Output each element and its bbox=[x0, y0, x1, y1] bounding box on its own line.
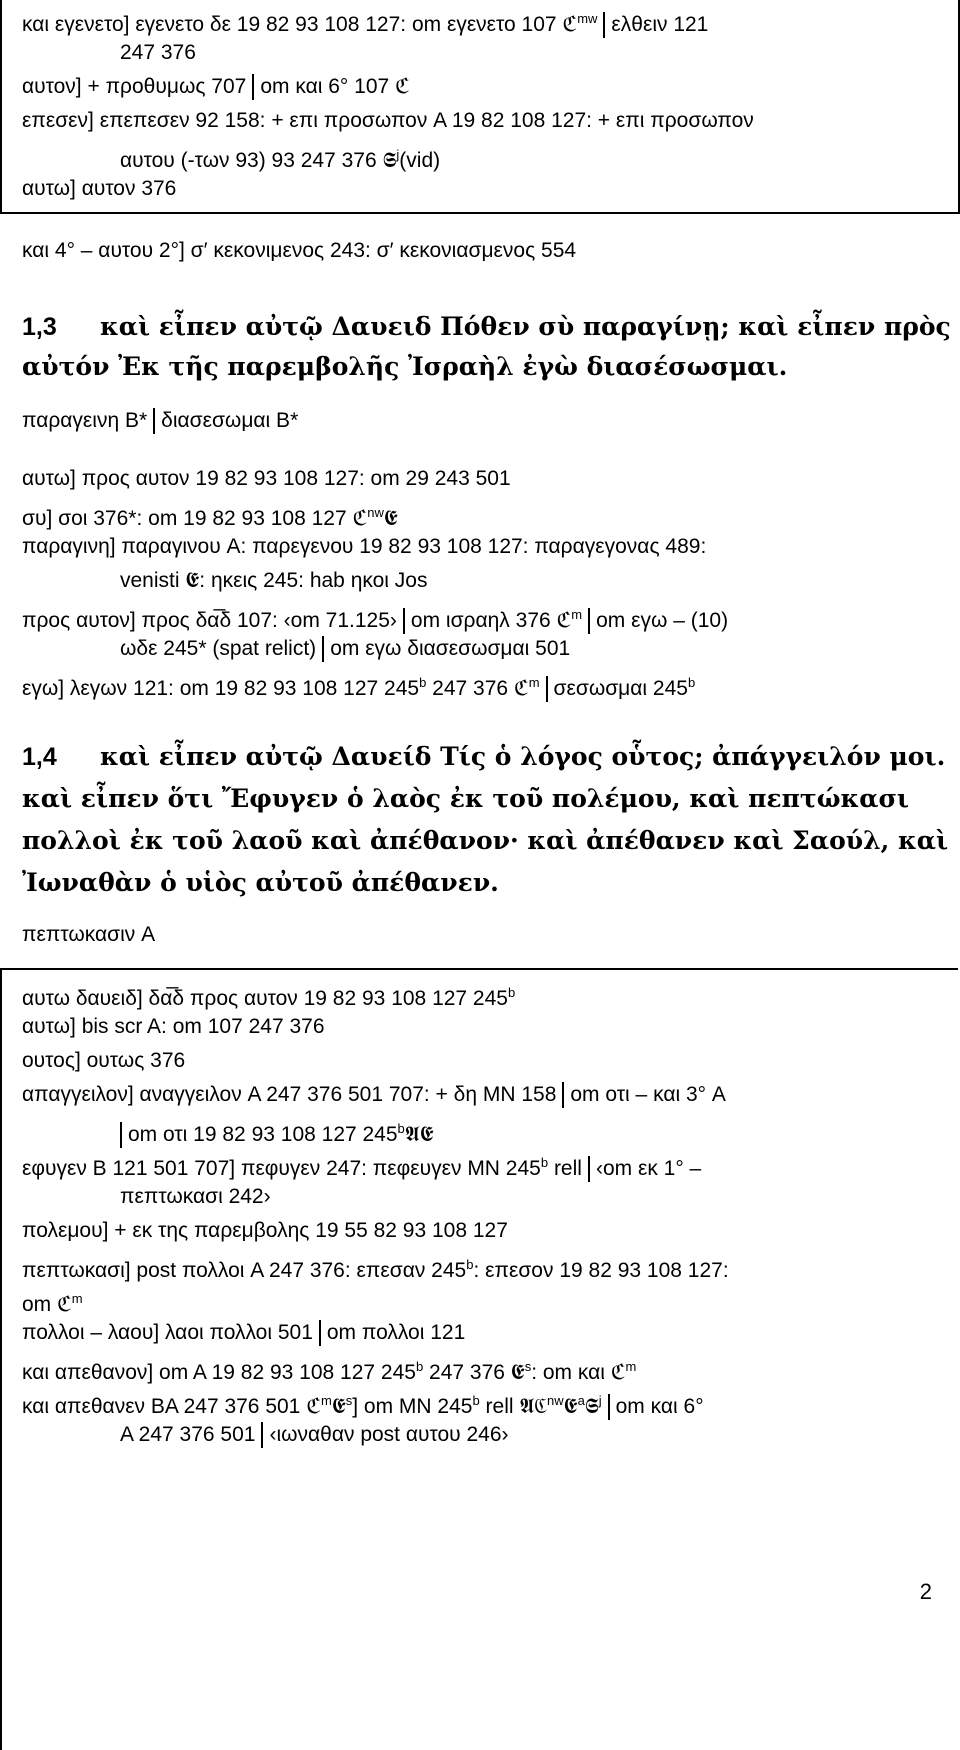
apparatus-line: venisti 𝕰: ηκεις 245: hab ηκοι Jos bbox=[120, 569, 428, 592]
apparatus-line: και εγενετο] εγενετο δε 19 82 93 108 127: om εγενετο 107 ℭ$^{mw}$ ελθειν 121 bbox=[22, 6, 708, 38]
apparatus-line: παραγινη] παραγινου A: παρεγενου 19 82 93 108 127: παραγεγονας 489: bbox=[22, 535, 707, 558]
apparatus-line: 247 376 bbox=[120, 41, 196, 64]
orthographic-note: πεπτωκασιν A bbox=[22, 923, 156, 946]
apparatus-line: A 247 376 501 ‹ιωναθαν post αυτου 246› bbox=[120, 1422, 509, 1448]
verse-1-4-line2: καὶ εἶπεν ὅτι Ἔφυγεν ὁ λαὸς ἐκ τοῦ πολέμου, καὶ πεπτώκασι bbox=[22, 784, 910, 813]
verse-1-3-line2: αὐτόν Ἐκ τῆς παρεμβολῆς Ἰσραὴλ ἐγὼ διασέσωσμαι. bbox=[22, 352, 788, 381]
apparatus-line: πεπτωκασι] post πολλοι A 247 376: επεσαν 245$^b$: επεσον 19 82 93 108 127: bbox=[22, 1257, 729, 1282]
apparatus-line: αυτω] αυτον 376 bbox=[22, 177, 177, 200]
page-number: 2 bbox=[919, 1579, 932, 1604]
apparatus-line: αυτω δαυειδ] δα̅δ προς αυτον 19 82 93 108 127 245$^b$ bbox=[22, 985, 516, 1010]
apparatus-line: εγω] λεγων 121: om 19 82 93 108 127 245$^b$ 247 376 ℭ$^m$ σεσωσμαι 245$^b$ bbox=[22, 670, 695, 702]
apparatus-line: ουτος] ουτως 376 bbox=[22, 1049, 186, 1072]
apparatus-line: προς αυτον] προς δα̅δ 107: ‹om 71.125› om ισραηλ 376 ℭ$^m$ om εγω – (10) bbox=[22, 602, 728, 634]
verse-1-4-line3: πολλοὶ ἐκ τοῦ λαοῦ καὶ ἀπέθανον· καὶ ἀπέθανεν καὶ Σαούλ, καὶ bbox=[22, 826, 949, 855]
apparatus-line: αυτον] + προθυμως 707 om και 6° 107 ℭ bbox=[22, 74, 410, 100]
apparatus-line: αυτω] bis scr A: om 107 247 376 bbox=[22, 1015, 325, 1038]
apparatus-line: επεσεν] επεπεσεν 92 158: + επι προσωπον A 19 82 108 127: + επι προσωπον bbox=[22, 109, 754, 132]
apparatus-line: και απεθανεν BA 247 376 501 ℭ$^m$𝕰$^s$] om MN 245$^b$ rell 𝕬ℭ$^{nw}$𝕰$^a$𝕾$^j$ om και 6° bbox=[22, 1388, 704, 1420]
apparatus-line: ωδε 245* (spat relict) om εγω διασεσωσμαι 501 bbox=[120, 636, 570, 662]
apparatus-line: om ℭ$^m$ bbox=[22, 1291, 83, 1316]
apparatus-line: αυτω] προς αυτον 19 82 93 108 127: om 29 243 501 bbox=[22, 467, 511, 490]
apparatus-line: απαγγειλον] αναγγειλον A 247 376 501 707: + δη MN 158 om οτι – και 3° A bbox=[22, 1082, 726, 1108]
verse-1-3-line1: 1,3 καὶ εἶπεν αὐτῷ Δαυειδ Πόθεν σὺ παραγίνῃ; καὶ εἶπεν πρὸς bbox=[22, 312, 951, 341]
apparatus-line: om οτι 19 82 93 108 127 245$^b$𝕬𝕰 bbox=[114, 1116, 434, 1148]
apparatus-line: και απεθανον] om A 19 82 93 108 127 245$^b$ 247 376 𝕰$^s$: om και ℭ$^m$ bbox=[22, 1359, 637, 1384]
apparatus-line: εφυγεν B 121 501 707] πεφυγεν 247: πεφευγεν MN 245$^b$ rell ‹om εκ 1° – bbox=[22, 1150, 701, 1182]
apparatus-line: αυτου (-των 93) 93 247 376 𝕾$^j$(vid) bbox=[120, 147, 441, 172]
apparatus-line: συ] σοι 376*: om 19 82 93 108 127 ℭ$^{nw}$𝕰 bbox=[22, 505, 398, 530]
apparatus-line: πολεμου] + εκ της παρεμβολης 19 55 82 93 108 127 bbox=[22, 1219, 508, 1242]
apparatus-line: πολλοι – λαου] λαοι πολλοι 501 om πολλοι 121 bbox=[22, 1320, 465, 1346]
apparatus-line: πεπτωκασι 242› bbox=[120, 1185, 271, 1208]
hexaplaric-note: και 4° – αυτου 2°] σ′ κεκονιμενος 243: σ′ κεκονιασμενος 554 bbox=[22, 239, 577, 262]
verse-1-4-line4: Ἰωναθὰν ὁ υἱὸς αὐτοῦ ἀπέθανεν. bbox=[22, 868, 499, 897]
verse-1-4-line1: 1,4 καὶ εἶπεν αὐτῷ Δαυείδ Τίς ὁ λόγος οὗτος; ἀπάγγειλόν μοι. bbox=[22, 742, 946, 771]
orthographic-note: παραγεινη B* διασεσωμαι B* bbox=[22, 408, 298, 434]
